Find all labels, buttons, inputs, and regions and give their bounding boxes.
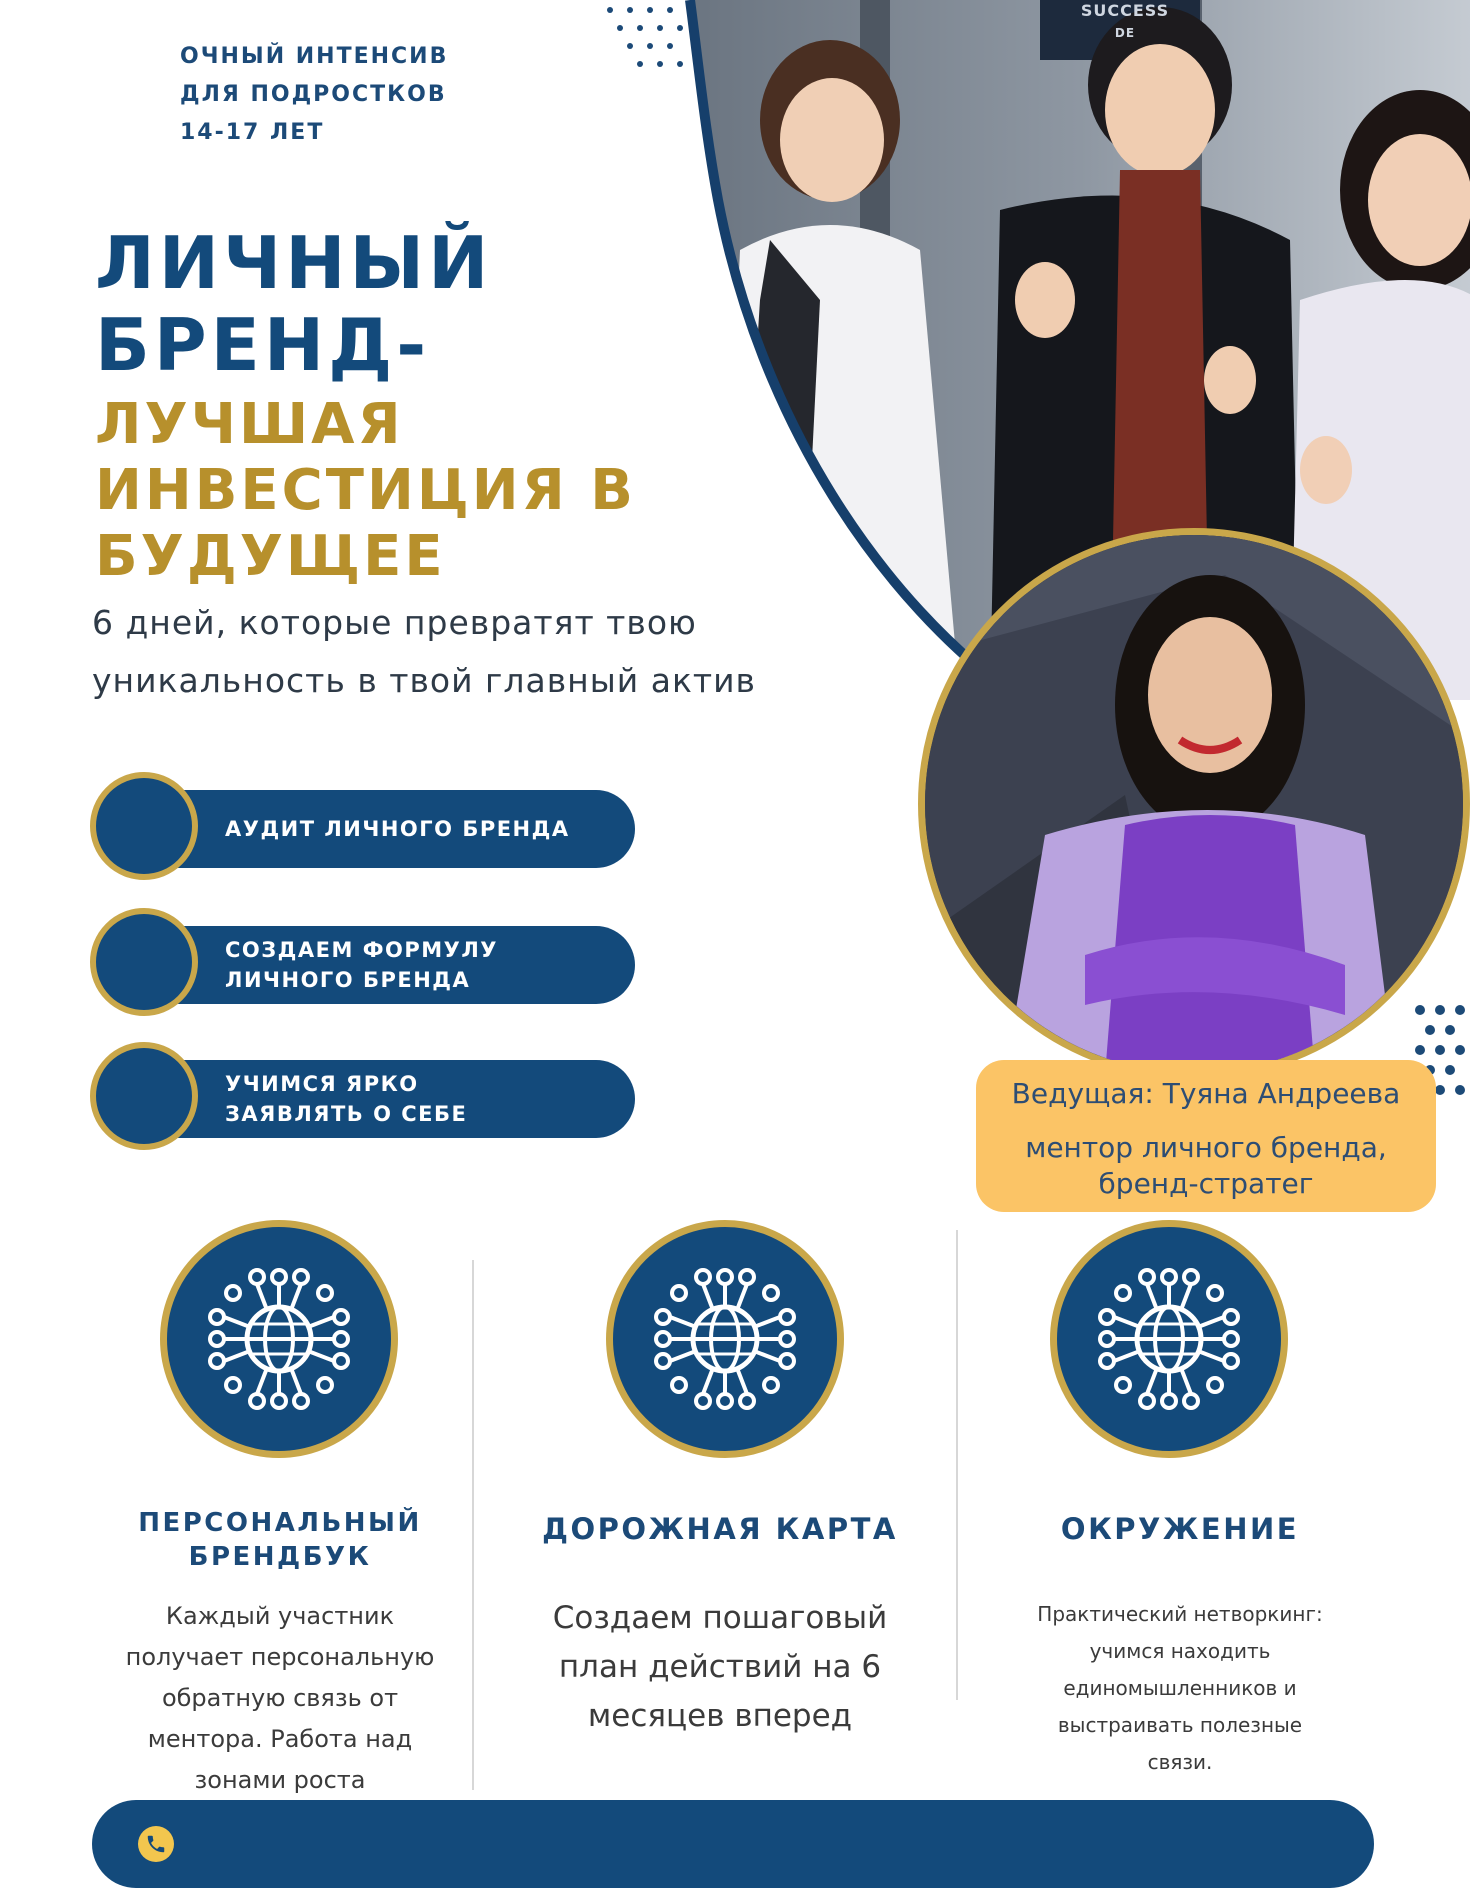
headline-line-2: БРЕНД- (95, 303, 431, 387)
feature-text-line: учимся находить (1089, 1639, 1271, 1663)
pill-label-line-1: СОЗДАЕМ ФОРМУЛУ (225, 938, 498, 962)
subtitle-line-1: 6 дней, которые превратят твою (92, 603, 697, 642)
feature-title-line-1: ПЕРСОНАЛЬНЫЙ (138, 1508, 422, 1538)
feature-text-line: связи. (1147, 1750, 1213, 1774)
column-divider (472, 1260, 474, 1790)
feature-text-line: зонами роста (194, 1766, 366, 1794)
headline-line-1: ЛИЧНЫЙ (95, 221, 493, 305)
pill-self-presentation (90, 1042, 640, 1150)
subtitle (92, 594, 892, 710)
feature-text-line: выстраивать полезные (1057, 1713, 1303, 1737)
pill-formula (90, 908, 640, 1016)
mentor-portrait (925, 535, 1465, 1075)
feature-text-line: план действий на 6 (558, 1649, 882, 1685)
network-globe-icon (640, 1254, 810, 1424)
feature-icon-circle-roadmap (606, 1220, 844, 1458)
mentor-photo (918, 528, 1470, 1080)
mentor-role-line-2: бренд-стратег (1098, 1167, 1314, 1200)
phone-glyph (145, 1833, 167, 1855)
pill-label-line-1: АУДИТ ЛИЧНОГО БРЕНДА (225, 817, 570, 841)
mentor-caption (976, 1060, 1436, 1212)
feature-title-line-1: ДОРОЖНАЯ КАРТА (542, 1512, 898, 1546)
feature-icon-circle-networking (1050, 1220, 1288, 1458)
feature-title-brandbook (110, 1506, 450, 1574)
feature-text-line: месяцев вперед (587, 1698, 853, 1734)
feature-text-roadmap (520, 1594, 920, 1741)
feature-text-networking (990, 1596, 1370, 1781)
headline-line-3: ЛУЧШАЯ (95, 392, 404, 457)
pill-circle (90, 1042, 198, 1150)
pill-circle (90, 772, 198, 880)
pill-label (225, 926, 498, 1004)
network-globe-icon (194, 1254, 364, 1424)
headline-gold (95, 392, 655, 590)
eyebrow-line-2: ДЛЯ ПОДРОСТКОВ (180, 82, 447, 107)
headline-line-4: ИНВЕСТИЦИЯ В (95, 458, 636, 523)
feature-text-line: ментора. Работа над (147, 1725, 413, 1753)
phone-icon[interactable] (138, 1826, 174, 1862)
feature-text-line: Практический нетворкинг: (1037, 1602, 1323, 1626)
feature-title-roadmap (510, 1512, 930, 1546)
feature-icon-circle-brandbook (160, 1220, 398, 1458)
mentor-role-line-1: ментор личного бренда, (1025, 1131, 1387, 1164)
pill-label-line-2: ЗАЯВЛЯТЬ О СЕБЕ (225, 1102, 468, 1126)
column-divider (956, 1230, 958, 1700)
pill-label (225, 790, 570, 868)
feature-title-line-2: БРЕНДБУК (188, 1542, 372, 1572)
feature-text-line: Создаем пошаговый (552, 1600, 888, 1636)
pill-circle (90, 908, 198, 1016)
feature-text-line: Каждый участник (165, 1602, 395, 1630)
subtitle-line-2: уникальность в твой главный актив (92, 661, 756, 700)
eyebrow-line-3: 14-17 ЛЕТ (180, 120, 325, 145)
sign-line-1: SUCCESS (1080, 1, 1170, 20)
feature-text-line: обратную связь от (161, 1684, 399, 1712)
pill-audit (90, 772, 640, 880)
headline-line-5: БУДУЩЕЕ (95, 524, 446, 589)
eyebrow-line-1: ОЧНЫЙ ИНТЕНСИВ (180, 44, 449, 69)
network-globe-icon (1084, 1254, 1254, 1424)
pill-label (225, 1060, 467, 1138)
contact-bar[interactable] (92, 1800, 1374, 1888)
feature-title-networking (1000, 1512, 1360, 1546)
feature-text-brandbook (95, 1596, 465, 1801)
pill-label-line-2: ЛИЧНОГО БРЕНДА (225, 968, 471, 992)
mentor-name: Ведущая: Туяна Андреева (1011, 1077, 1401, 1110)
sign-line-2: DE (1114, 26, 1136, 40)
photo-sign (1060, 0, 1190, 44)
feature-text-line: единомышленников и (1063, 1676, 1297, 1700)
pill-label-line-1: УЧИМСЯ ЯРКО (225, 1072, 419, 1096)
feature-text-line: получает персональную (125, 1643, 435, 1671)
feature-title-line-1: ОКРУЖЕНИЕ (1060, 1512, 1300, 1546)
eyebrow-text (180, 38, 560, 152)
